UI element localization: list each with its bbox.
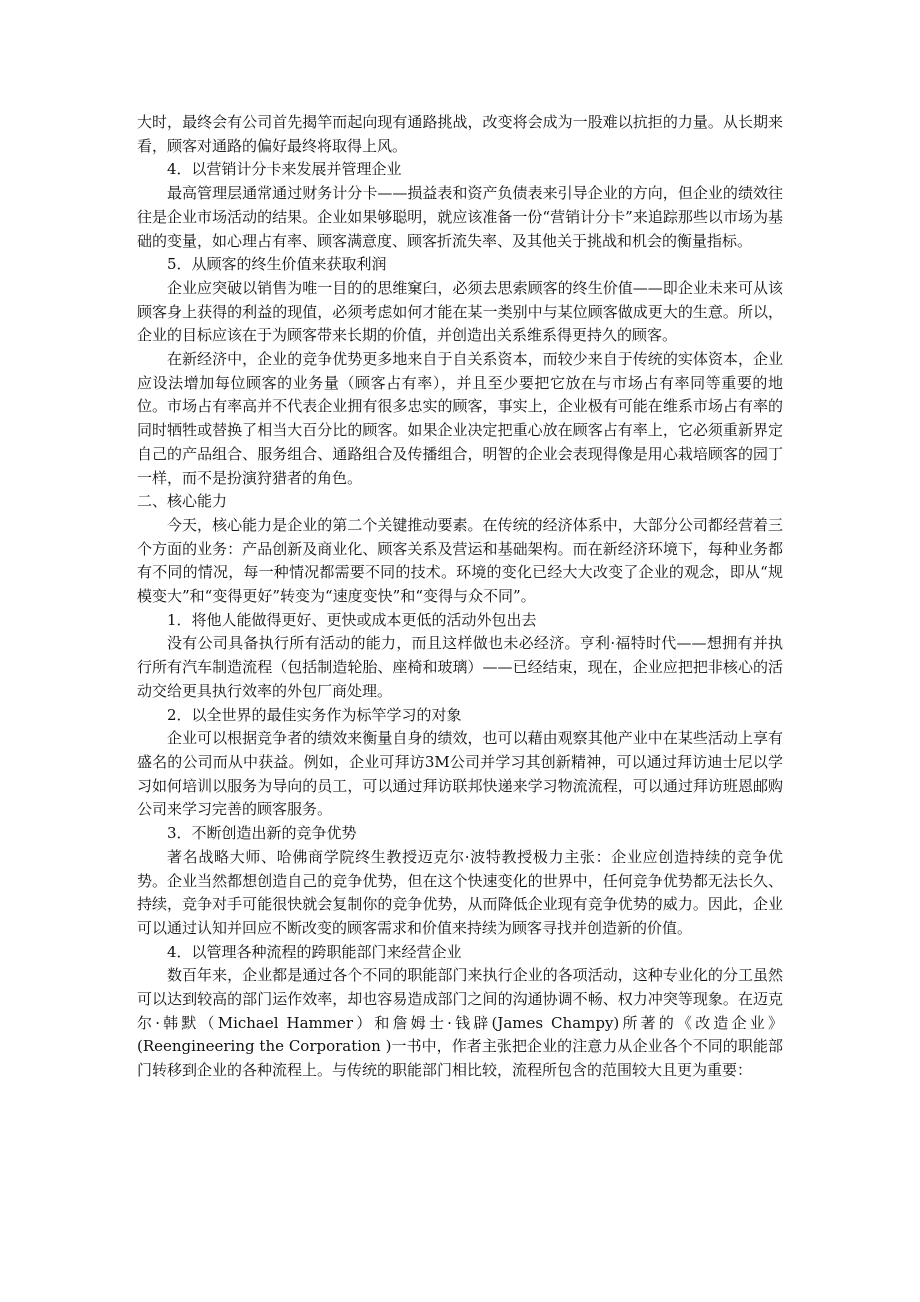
paragraph-continuation: 大时，最终会有公司首先揭竿而起向现有通路挑战，改变将会成为一股难以抗拒的力量。从长期来看，顾客对通路的偏好最终将取得上风。 <box>137 113 783 155</box>
paragraph-competitive-advantage: 著名战略大师、哈佛商学院终生教授迈克尔·波特教授极力主张：企业应创造持续的竞争优势。企业当然都想创造自己的竞争优势，但在这个快速变化的世界中，任何竞争优势都无法长久、持续，竞争对手可能很快就会复制你的竞争优势，从而降低企业现有竞争优势的威力。因此，企业可以通过认知并回应不断改变的顾客需求和价值来持续为顾客寻找并创造新的价值。 <box>137 847 783 937</box>
paragraph-cross-functional: 数百年来，企业都是通过各个不同的职能部门来执行企业的各项活动，这种专业化的分工虽然可以达到较高的部门运作效率，却也容易造成部门之间的沟通协调不畅、权力冲突等现象。在迈克尔·韩默（Michael Hammer）和詹姆士·钱辟(James Champy)所著的《改造企业》(Reengineering the Corporation )一书中，作者主张把企业的注意力从企业各个不同的职能部门转移到企业的各种流程上。与传统的职能部门相比较，流程所包含的范围较大且更为重要： <box>137 966 783 1080</box>
heading-outsourcing: 1．将他人能做得更好、更快或成本更低的活动外包出去 <box>167 610 537 629</box>
paragraph-customer-lifetime-value: 企业应突破以销售为唯一目的的思维窠臼，必须去思索顾客的终生价值——即企业未来可从该顾客身上获得的利益的现值，必须考虑如何才能在某一类别中与某位顾客做成更大的生意。所以，企业的目标应该在于为顾客带来长期的价值，并创造出关系维系得更持久的顾客。 <box>137 278 783 345</box>
paragraph-outsourcing: 没有公司具备执行所有活动的能力，而且这样做也未必经济。亨利·福特时代——想拥有并执行所有汽车制造流程（包括制造轮胎、座椅和玻璃）——已经结束，现在，企业应把把非核心的活动交给更具执行效率的外包厂商处理。 <box>137 634 783 700</box>
heading-customer-lifetime-value: 5．从顾客的终生价值来获取利润 <box>167 255 387 274</box>
section-heading-core-competence: 二、核心能力 <box>137 492 228 511</box>
document-page <box>137 111 783 1083</box>
heading-competitive-advantage: 3．不断创造出新的竞争优势 <box>167 824 357 843</box>
heading-cross-functional: 4．以管理各种流程的跨职能部门来经营企业 <box>167 942 462 961</box>
heading-benchmarking: 2．以全世界的最佳实务作为标竿学习的对象 <box>167 705 462 724</box>
heading-marketing-scorecard: 4．以营销计分卡来发展并管理企业 <box>167 160 402 179</box>
paragraph-benchmarking: 企业可以根据竞争者的绩效来衡量自身的绩效，也可以藉由观察其他产业中在某些活动上享有盛名的公司而从中获益。例如，企业可拜访3M公司并学习其创新精神，可以通过拜访迪士尼以学习如何培训以服务为导向的员工，可以通过拜访联邦快递来学习物流流程，可以通过拜访班恩邮购公司来学习完善的顾客服务。 <box>137 729 783 819</box>
paragraph-relationship-capital: 在新经济中，企业的竞争优势更多地来自于自关系资本，而较少来自于传统的实体资本，企业应设法增加每位顾客的业务量（顾客占有率），并且至少要把它放在与市场占有率同等重要的地位。市场占有率高并不代表企业拥有很多忠实的顾客，事实上，企业极有可能在维系市场占有率的同时牺牲或替换了相当大百分比的顾客。如果企业决定把重心放在顾客占有率上，它必须重新界定自己的产品组合、服务组合、通路组合及传播组合，明智的企业会表现得像是用心栽培顾客的园丁一样，而不是扮演狩猎者的角色。 <box>137 350 783 487</box>
paragraph-core-competence: 今天，核心能力是企业的第二个关键推动要素。在传统的经济体系中，大部分公司都经营着三个方面的业务：产品创新及商业化、顾客关系及营运和基础架构。而在新经济环境下，每种业务都有不同的情况，每一种情况都需要不同的技术。环境的变化已经大大改变了企业的观念，即从“规模变大”和“变得更好”转变为“速度变快”和“变得与众不同”。 <box>137 515 783 606</box>
paragraph-marketing-scorecard: 最高管理层通常通过财务计分卡——损益表和资产负债表来引导企业的方向，但企业的绩效往往是企业市场活动的结果。企业如果够聪明，就应该准备一份“营销计分卡”来追踪那些以市场为基础的变量，如心理占有率、顾客满意度、顾客折流失率、及其他关于挑战和机会的衡量指标。 <box>137 184 783 250</box>
